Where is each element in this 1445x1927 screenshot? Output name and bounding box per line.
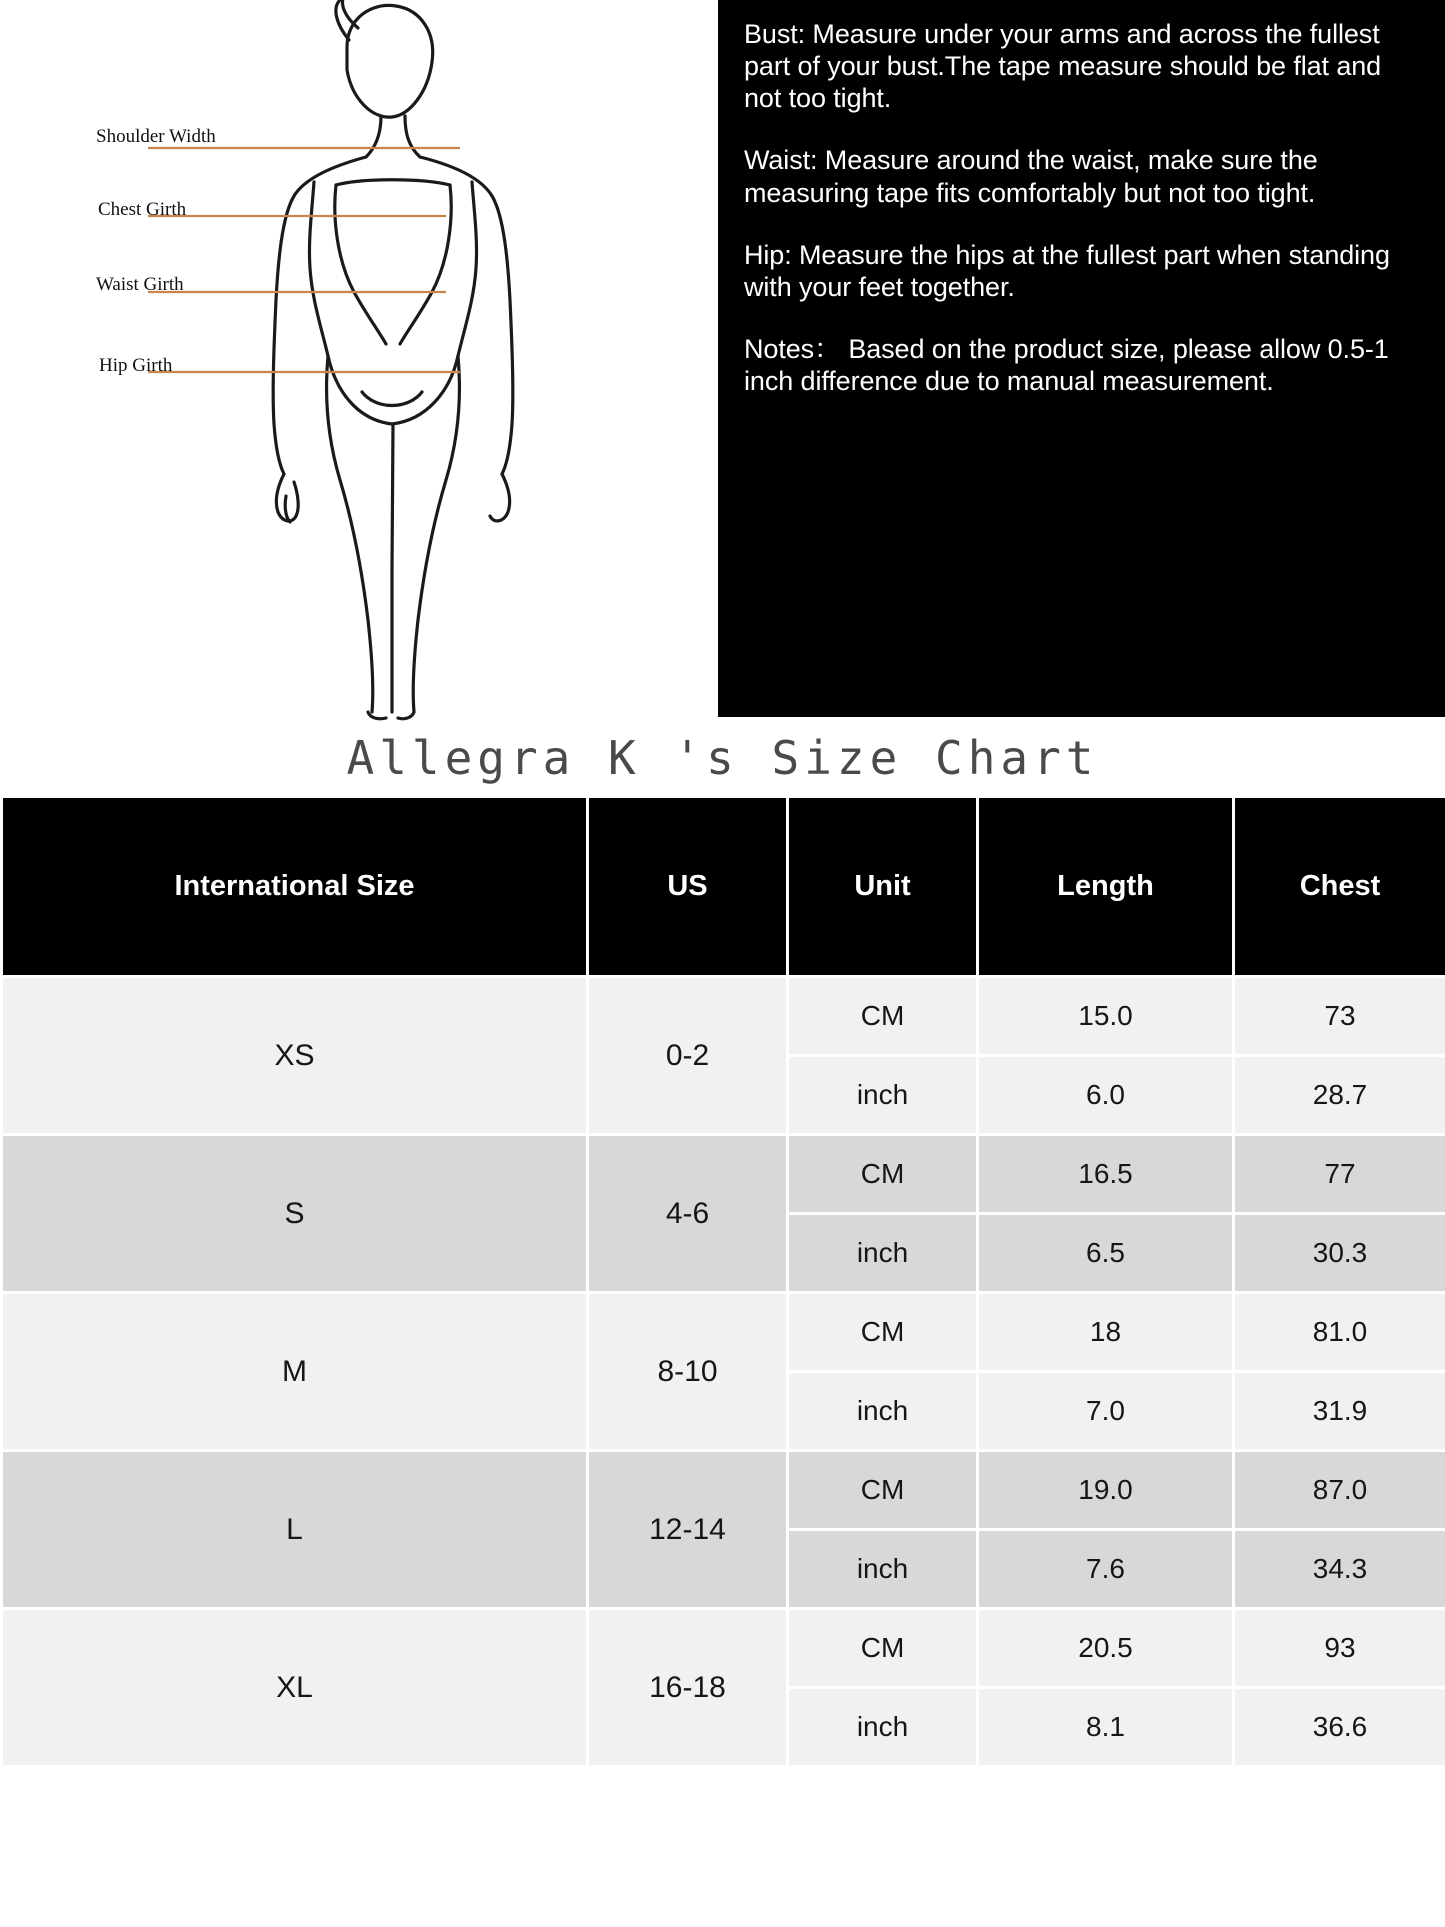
note-waist: Waist: Measure around the waist, make sure the measuring tape fits comfortably but not too tight.	[744, 145, 1318, 208]
cell-length: 20.5	[978, 1609, 1234, 1688]
label-waist-girth: Waist Girth	[96, 274, 184, 295]
cell-us: 8-10	[588, 1293, 788, 1451]
cell-chest: 93	[1234, 1609, 1445, 1688]
table-row	[2, 1135, 1445, 1214]
cell-unit: CM	[788, 1451, 978, 1530]
table-row	[2, 1451, 1445, 1530]
cell-us: 16-18	[588, 1609, 788, 1767]
cell-unit: CM	[788, 977, 978, 1056]
cell-size: XL	[2, 1609, 588, 1767]
cell-unit: inch	[788, 1530, 978, 1609]
cell-chest: 34.3	[1234, 1530, 1445, 1609]
cell-length: 7.0	[978, 1372, 1234, 1451]
cell-size: S	[2, 1135, 588, 1293]
cell-unit: inch	[788, 1688, 978, 1767]
cell-us: 4-6	[588, 1135, 788, 1293]
measurement-instructions-panel	[718, 0, 1445, 717]
cell-unit: inch	[788, 1372, 978, 1451]
cell-chest: 30.3	[1234, 1214, 1445, 1293]
label-chest-girth: Chest Girth	[98, 199, 187, 220]
note-hip: Hip: Measure the hips at the fullest part when standing with your feet together.	[744, 239, 1390, 302]
size-chart-table	[0, 795, 1445, 1768]
cell-unit: inch	[788, 1056, 978, 1135]
cell-chest: 28.7	[1234, 1056, 1445, 1135]
note-general: Notes： Based on the product size, please allow 0.5-1 inch difference due to manual measurement.	[744, 333, 1389, 396]
label-hip-girth: Hip Girth	[99, 355, 173, 376]
header-unit: Unit	[788, 797, 978, 977]
cell-unit: inch	[788, 1214, 978, 1293]
cell-us: 0-2	[588, 977, 788, 1135]
cell-chest: 77	[1234, 1135, 1445, 1214]
page-title: Allegra K 's Size Chart	[346, 731, 1099, 785]
note-bust: Bust: Measure under your arms and across the fullest part of your bust.The tape measure should be flat and not too tight.	[744, 19, 1382, 114]
body-figure-panel	[0, 0, 718, 725]
table-row	[2, 1609, 1445, 1688]
table-header-row	[2, 797, 1445, 977]
cell-chest: 87.0	[1234, 1451, 1445, 1530]
cell-length: 7.6	[978, 1530, 1234, 1609]
cell-size: XS	[2, 977, 588, 1135]
cell-size: M	[2, 1293, 588, 1451]
cell-size: L	[2, 1451, 588, 1609]
cell-chest: 81.0	[1234, 1293, 1445, 1372]
cell-unit: CM	[788, 1609, 978, 1688]
cell-unit: CM	[788, 1135, 978, 1214]
label-shoulder-width: Shoulder Width	[96, 126, 216, 147]
table-row	[2, 1293, 1445, 1372]
cell-chest: 36.6	[1234, 1688, 1445, 1767]
cell-us: 12-14	[588, 1451, 788, 1609]
top-section	[0, 0, 1445, 725]
header-chest: Chest	[1234, 797, 1445, 977]
cell-length: 6.5	[978, 1214, 1234, 1293]
cell-chest: 73	[1234, 977, 1445, 1056]
cell-chest: 31.9	[1234, 1372, 1445, 1451]
cell-unit: CM	[788, 1293, 978, 1372]
cell-length: 18	[978, 1293, 1234, 1372]
header-international-size: International Size	[2, 797, 588, 977]
cell-length: 15.0	[978, 977, 1234, 1056]
table-row	[2, 977, 1445, 1056]
cell-length: 8.1	[978, 1688, 1234, 1767]
header-us: US	[588, 797, 788, 977]
cell-length: 16.5	[978, 1135, 1234, 1214]
header-length: Length	[978, 797, 1234, 977]
cell-length: 6.0	[978, 1056, 1234, 1135]
cell-length: 19.0	[978, 1451, 1234, 1530]
